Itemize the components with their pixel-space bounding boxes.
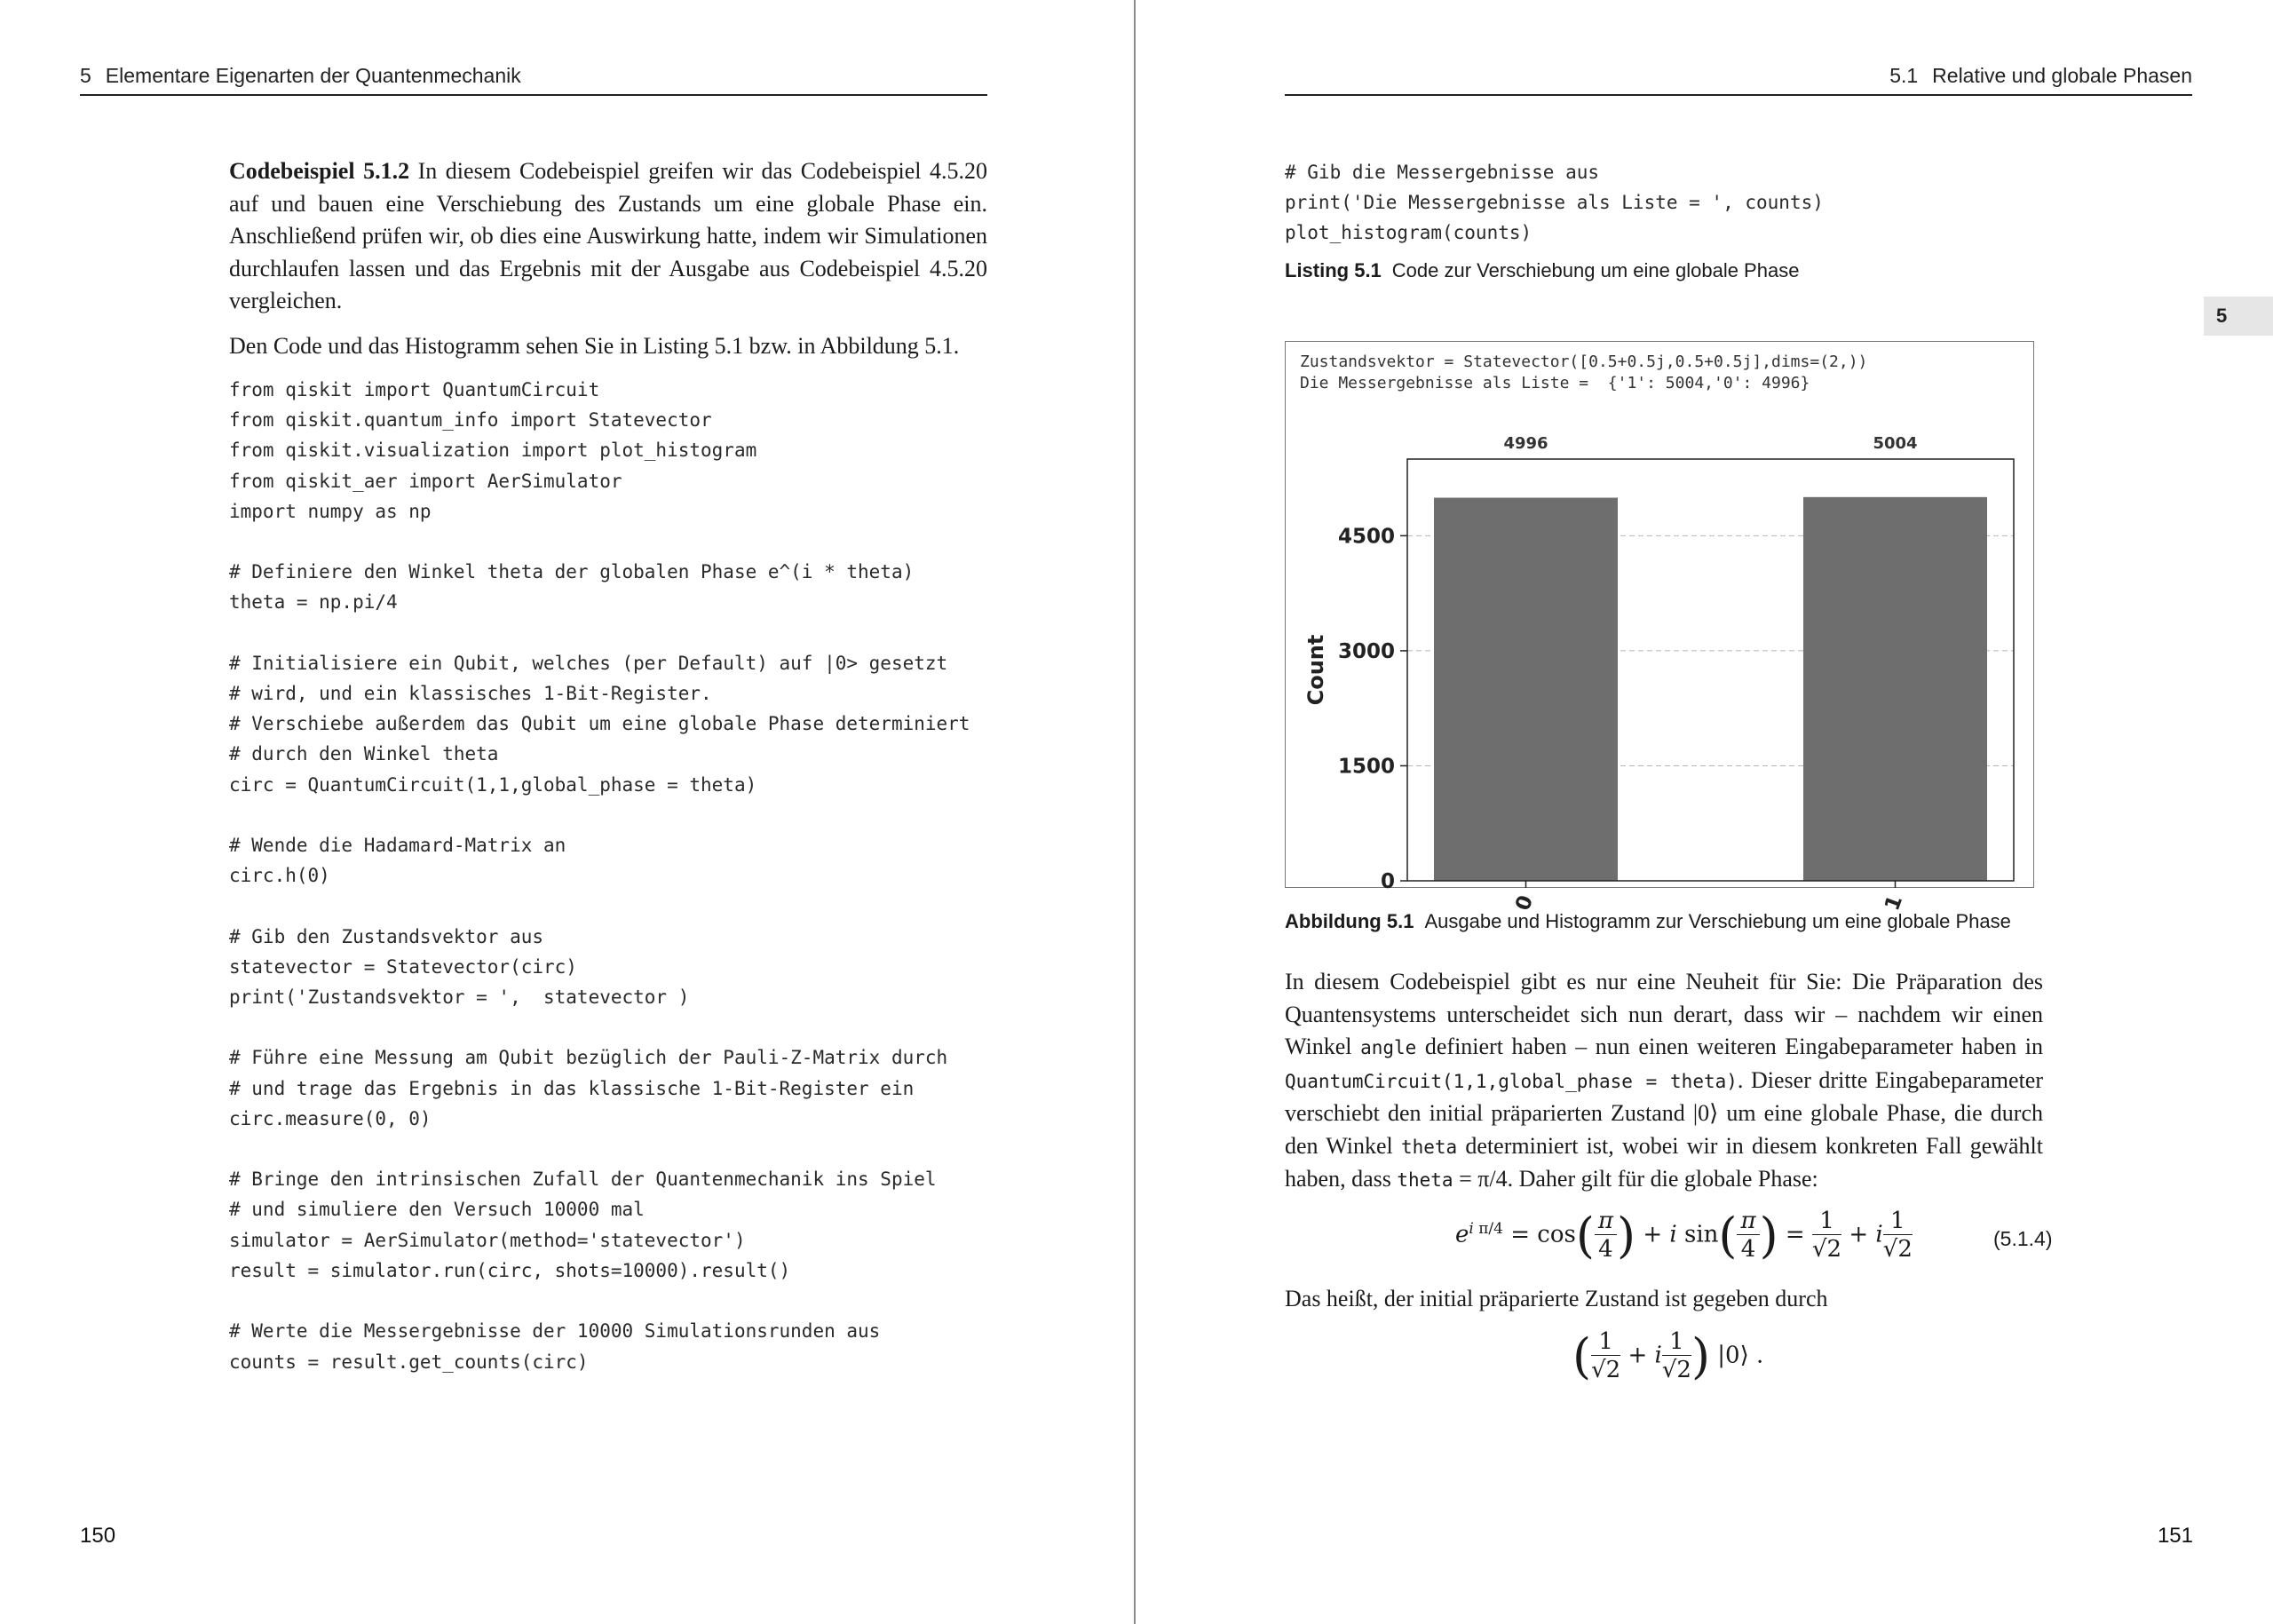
page-number-left: 150 — [80, 1524, 116, 1548]
page-number-right: 151 — [2157, 1524, 2193, 1548]
reference-paragraph — [229, 330, 987, 363]
code-example-label: Codebeispiel 5.1.2 — [229, 158, 410, 184]
text-run: determiniert ist, wobei wir in diesem konkreten Fall gewählt haben, dass — [1285, 1132, 2043, 1192]
listing-caption — [1285, 259, 1799, 282]
counts-output: Die Messergebnisse als Liste = {'1': 5004,'0': 4996} — [1300, 374, 1810, 392]
figure-caption-text: Ausgabe und Histogramm zur Verschiebung um eine globale Phase — [1424, 910, 2011, 932]
equation-global-phase: $e^{i \pi/4} = \cos$( $\frac{\pi}{4}$ ) + i sin( $\frac{\pi}{4}$ ) = $\frac{1}{√2}$ + i $\frac{1}{√2}$ — [1455, 1208, 1913, 1264]
y-tick-label: 0 — [1380, 870, 1395, 893]
statevector-output: Zustandsvektor = Statevector([0.5+0.5j,0.5+0.5j],dims=(2,)) — [1300, 353, 1868, 371]
section-title: Relative und globale Phasen — [1932, 64, 2192, 87]
x-tick-label: 1 — [1881, 892, 1908, 915]
equation-initial-state: ( $\frac{1}{√2}$ + i $\frac{1}{√2}$ ) |0⟩ . — [1572, 1328, 1764, 1384]
y-tick-label: 4500 — [1337, 525, 1395, 549]
equation-number: (5.1.4) — [1993, 1227, 2053, 1250]
state-paragraph — [1285, 1283, 2043, 1316]
y-axis-label: Count — [1303, 634, 1328, 706]
chapter-number: 5 — [80, 64, 91, 87]
left-page — [0, 0, 1136, 1624]
explanation-paragraph — [1285, 966, 2043, 1197]
text-run: definiert haben – nun einen weiteren Eingabeparameter haben in — [1416, 1034, 2043, 1059]
section-number: 5.1 — [1889, 64, 1919, 87]
running-head-right — [1285, 64, 2192, 96]
state-text: Das heißt, der initial präparierte Zustand ist gegeben durch — [1285, 1286, 1828, 1311]
x-tick-label: 0 — [1511, 892, 1539, 915]
text-run: . Dieser dritte Eingabeparameter verschiebt den initial präparierten Zustand |0⟩ um eine globale Phase, die durch den Winkel — [1285, 1066, 2043, 1159]
inline-code-quantumcircuit: QuantumCircuit(1,1,global_phase = theta) — [1285, 1070, 1738, 1092]
right-page — [1136, 0, 2273, 1624]
inline-code-theta: theta — [1400, 1136, 1458, 1158]
text-run: = π/4. Daher gilt für die globale Phase: — [1453, 1166, 1818, 1192]
bar-data-label: 4996 — [1503, 434, 1548, 453]
code-listing-left: from qiskit import QuantumCircuit from qiskit.quantum_info import Statevector from qiskit.visualization import plot_histogram from qiskit_aer import AerSimulator import numpy as np # Definiere den Winkel theta der globalen Phase e^(i * theta) theta = np.pi/4 # Initialisiere ein Qubit, welches (per Default) auf |0> gesetzt # wird, und ein klassisches 1-Bit-Register. # Verschiebe außerdem das Qubit um eine globale Phase determiniert # durch den Winkel theta circ = QuantumCircuit(1,1,global_phase = theta) # Wende die Hadamard-Matrix an circ.h(0) # Gib den Zustandsvektor aus statevector = Statevector(circ) print('Zustandsvektor = ', statevector ) # Führe eine Messung am Qubit bezüglich der Pauli-Z-Matrix durch # und trage das Ergebnis in das klassische 1-Bit-Register ein circ.measure(0, 0) # Bringe den intrinsischen Zufall der Quantenmechanik ins Spiel # und simuliere den Versuch 10000 mal simulator = AerSimulator(method='statevector') result = simulator.run(circ, shots=10000).result() # Werte die Messergebnisse der 10000 Simulationsrunden aus counts = result.get_counts(circ) — [229, 379, 970, 1373]
inline-code-angle: angle — [1360, 1037, 1417, 1058]
figure-output-box — [1285, 341, 2034, 915]
listing-caption-text: Code zur Verschiebung um eine globale Phase — [1391, 259, 1800, 281]
reference-text: Den Code und das Histogramm sehen Sie in Listing 5.1 bzw. in Abbildung 5.1. — [229, 333, 960, 359]
bar-data-label: 5004 — [1873, 434, 1918, 453]
figure-caption-label: Abbildung 5.1 — [1285, 910, 1414, 932]
chart-bars — [1434, 497, 1987, 881]
listing-caption-label: Listing 5.1 — [1285, 259, 1382, 281]
code-example-text: In diesem Codebeispiel greifen wir das Codebeispiel 4.5.20 auf und bauen eine Verschiebung des Zustands um eine globale Phase ein. Anschließend prüfen wir, ob dies eine Auswirkung hatte, indem wir Simulationen durchlaufen lassen und das Ergebnis mit der Ausgabe aus Codebeispiel 4.5.20 vergleichen. — [229, 158, 988, 313]
y-tick-label: 1500 — [1337, 755, 1395, 779]
code-listing-right: # Gib die Messergebnisse aus print('Die Messergebnisse als Liste = ', counts) plot_histogram(counts) — [1285, 162, 1824, 244]
text-run: In diesem Codebeispiel gibt es nur eine Neuheit für Sie: Die Präparation des Quantensystems unterscheidet sich nun derart, dass wir – nachdem wir einen Winkel — [1285, 969, 2043, 1059]
figure-caption — [1285, 910, 2011, 933]
inline-code-theta-2: theta — [1397, 1169, 1453, 1191]
chapter-title: Elementare Eigenarten der Quantenmechanik — [105, 64, 521, 87]
running-head-left — [80, 64, 987, 96]
chapter-thumb-tab: 5 — [2204, 297, 2273, 336]
y-tick-label: 3000 — [1337, 639, 1395, 663]
bar-1 — [1803, 497, 1987, 881]
intro-paragraph — [229, 155, 987, 318]
bar-0 — [1434, 498, 1618, 881]
histogram-chart — [1286, 388, 2033, 915]
